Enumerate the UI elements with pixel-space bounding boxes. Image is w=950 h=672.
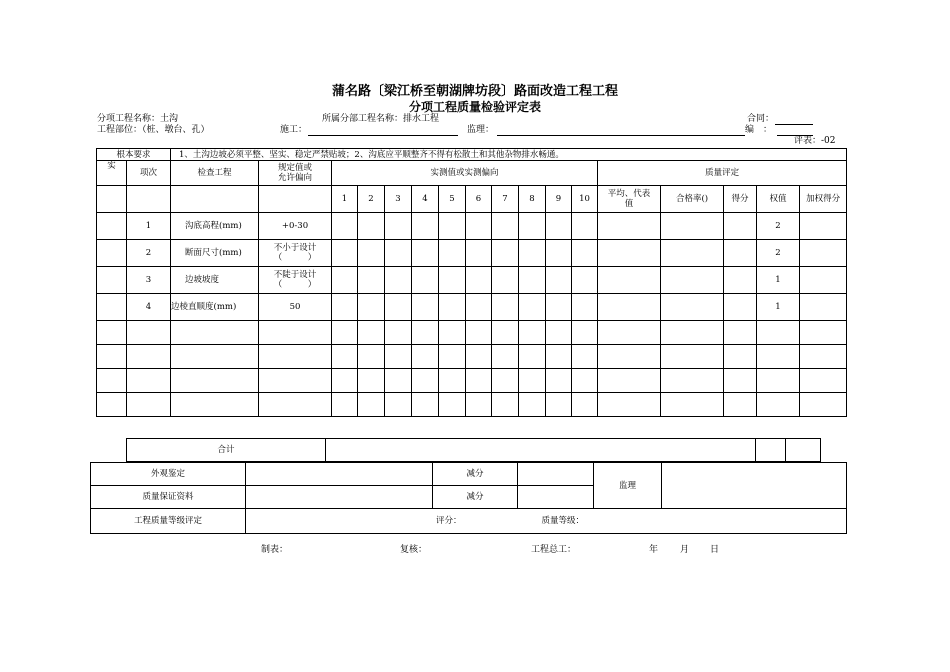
table-row: 2 断面尺寸(mm) 不小于设计 （ ） 2 bbox=[97, 240, 847, 267]
table-row bbox=[97, 321, 847, 345]
table-row bbox=[97, 345, 847, 369]
year-label: 年 bbox=[649, 545, 659, 555]
measure-col-9: 9 bbox=[546, 186, 572, 213]
measure-col-3: 3 bbox=[385, 186, 412, 213]
table-row: 4 边棱直顺度(mm) 50 1 bbox=[97, 294, 847, 321]
construction-label: 施工： bbox=[280, 125, 308, 135]
header-measured: 实测值或实测偏向 bbox=[332, 161, 598, 186]
header-shi: 实 bbox=[97, 161, 127, 186]
table-row bbox=[97, 393, 847, 417]
header-item-no: 项次 bbox=[127, 161, 171, 186]
header-weighted-score: 加权得分 bbox=[800, 186, 847, 213]
basic-requirement-label: 根本要求 bbox=[97, 149, 171, 161]
measure-col-1: 1 bbox=[332, 186, 358, 213]
table-row: 3 边坡坡度 不陡于设计 （ ） 1 bbox=[97, 267, 847, 294]
measure-col-2: 2 bbox=[358, 186, 385, 213]
quality-level-label: 质量等级： bbox=[541, 516, 585, 526]
basic-requirement-text: 1、土沟边坡必须平整、坚实、稳定严禁贴坡；2、沟底应平顺整齐不得有松散土和其他杂物排水畅通。 bbox=[171, 149, 847, 161]
month-label: 月 bbox=[680, 545, 690, 555]
header-average: 平均、代表 值 bbox=[598, 186, 661, 213]
header-quality: 质量评定 bbox=[598, 161, 847, 186]
review-label: 复核： bbox=[400, 545, 428, 555]
header-weight: 权值 bbox=[757, 186, 800, 213]
document-title: 蒲名路〔梁江桥至朝湖牌坊段〕路面改造工程工程 bbox=[331, 84, 618, 99]
form-code: 评表：-02 bbox=[794, 136, 836, 146]
measure-col-5: 5 bbox=[439, 186, 466, 213]
total-table bbox=[126, 438, 821, 462]
contract-label: 合同： bbox=[747, 114, 775, 124]
header-pass-rate: 合格率() bbox=[661, 186, 724, 213]
inspection-table bbox=[96, 148, 847, 417]
supervision-cell-label: 监理 bbox=[594, 463, 662, 509]
table-row: 1 沟底高程(mm) +0-30 2 bbox=[97, 213, 847, 240]
deduct-label-2: 减分 bbox=[433, 486, 518, 509]
subitem-name: 分项工程名称：土沟 bbox=[97, 114, 179, 124]
chief-engineer-label: 工程总工： bbox=[531, 545, 577, 555]
score-label: 评分： bbox=[436, 516, 462, 526]
quality-docs-label: 质量保证资料 bbox=[91, 486, 246, 509]
number-label: 编 ： bbox=[745, 125, 773, 135]
grade-label: 工程质量等级评定 bbox=[91, 509, 246, 534]
measure-col-4: 4 bbox=[412, 186, 439, 213]
table-row bbox=[97, 369, 847, 393]
supervision-label: 监理： bbox=[467, 125, 495, 135]
total-label: 合计 bbox=[127, 439, 326, 462]
supervision-underline bbox=[497, 135, 745, 136]
project-location: 工程部位：（桩、墩台、孔） bbox=[97, 125, 210, 135]
form-title: 分项工程质量检验评定表 bbox=[408, 100, 541, 114]
measure-col-6: 6 bbox=[466, 186, 492, 213]
parent-project-name: 所属分部工程名称：排水工程 bbox=[322, 114, 440, 124]
measure-col-8: 8 bbox=[519, 186, 546, 213]
assessment-table bbox=[90, 462, 847, 534]
header-score: 得分 bbox=[724, 186, 757, 213]
measure-col-10: 10 bbox=[572, 186, 598, 213]
construction-underline bbox=[308, 135, 458, 136]
day-label: 日 bbox=[710, 545, 720, 555]
made-by-label: 制表： bbox=[261, 545, 289, 555]
deduct-label-1: 减分 bbox=[433, 463, 518, 486]
contract-underline bbox=[775, 124, 813, 125]
header-check-item: 检查工程 bbox=[171, 161, 259, 186]
header-spec: 规定值或 允许偏向 bbox=[259, 161, 332, 186]
appearance-label: 外观鉴定 bbox=[91, 463, 246, 486]
measure-col-7: 7 bbox=[492, 186, 519, 213]
